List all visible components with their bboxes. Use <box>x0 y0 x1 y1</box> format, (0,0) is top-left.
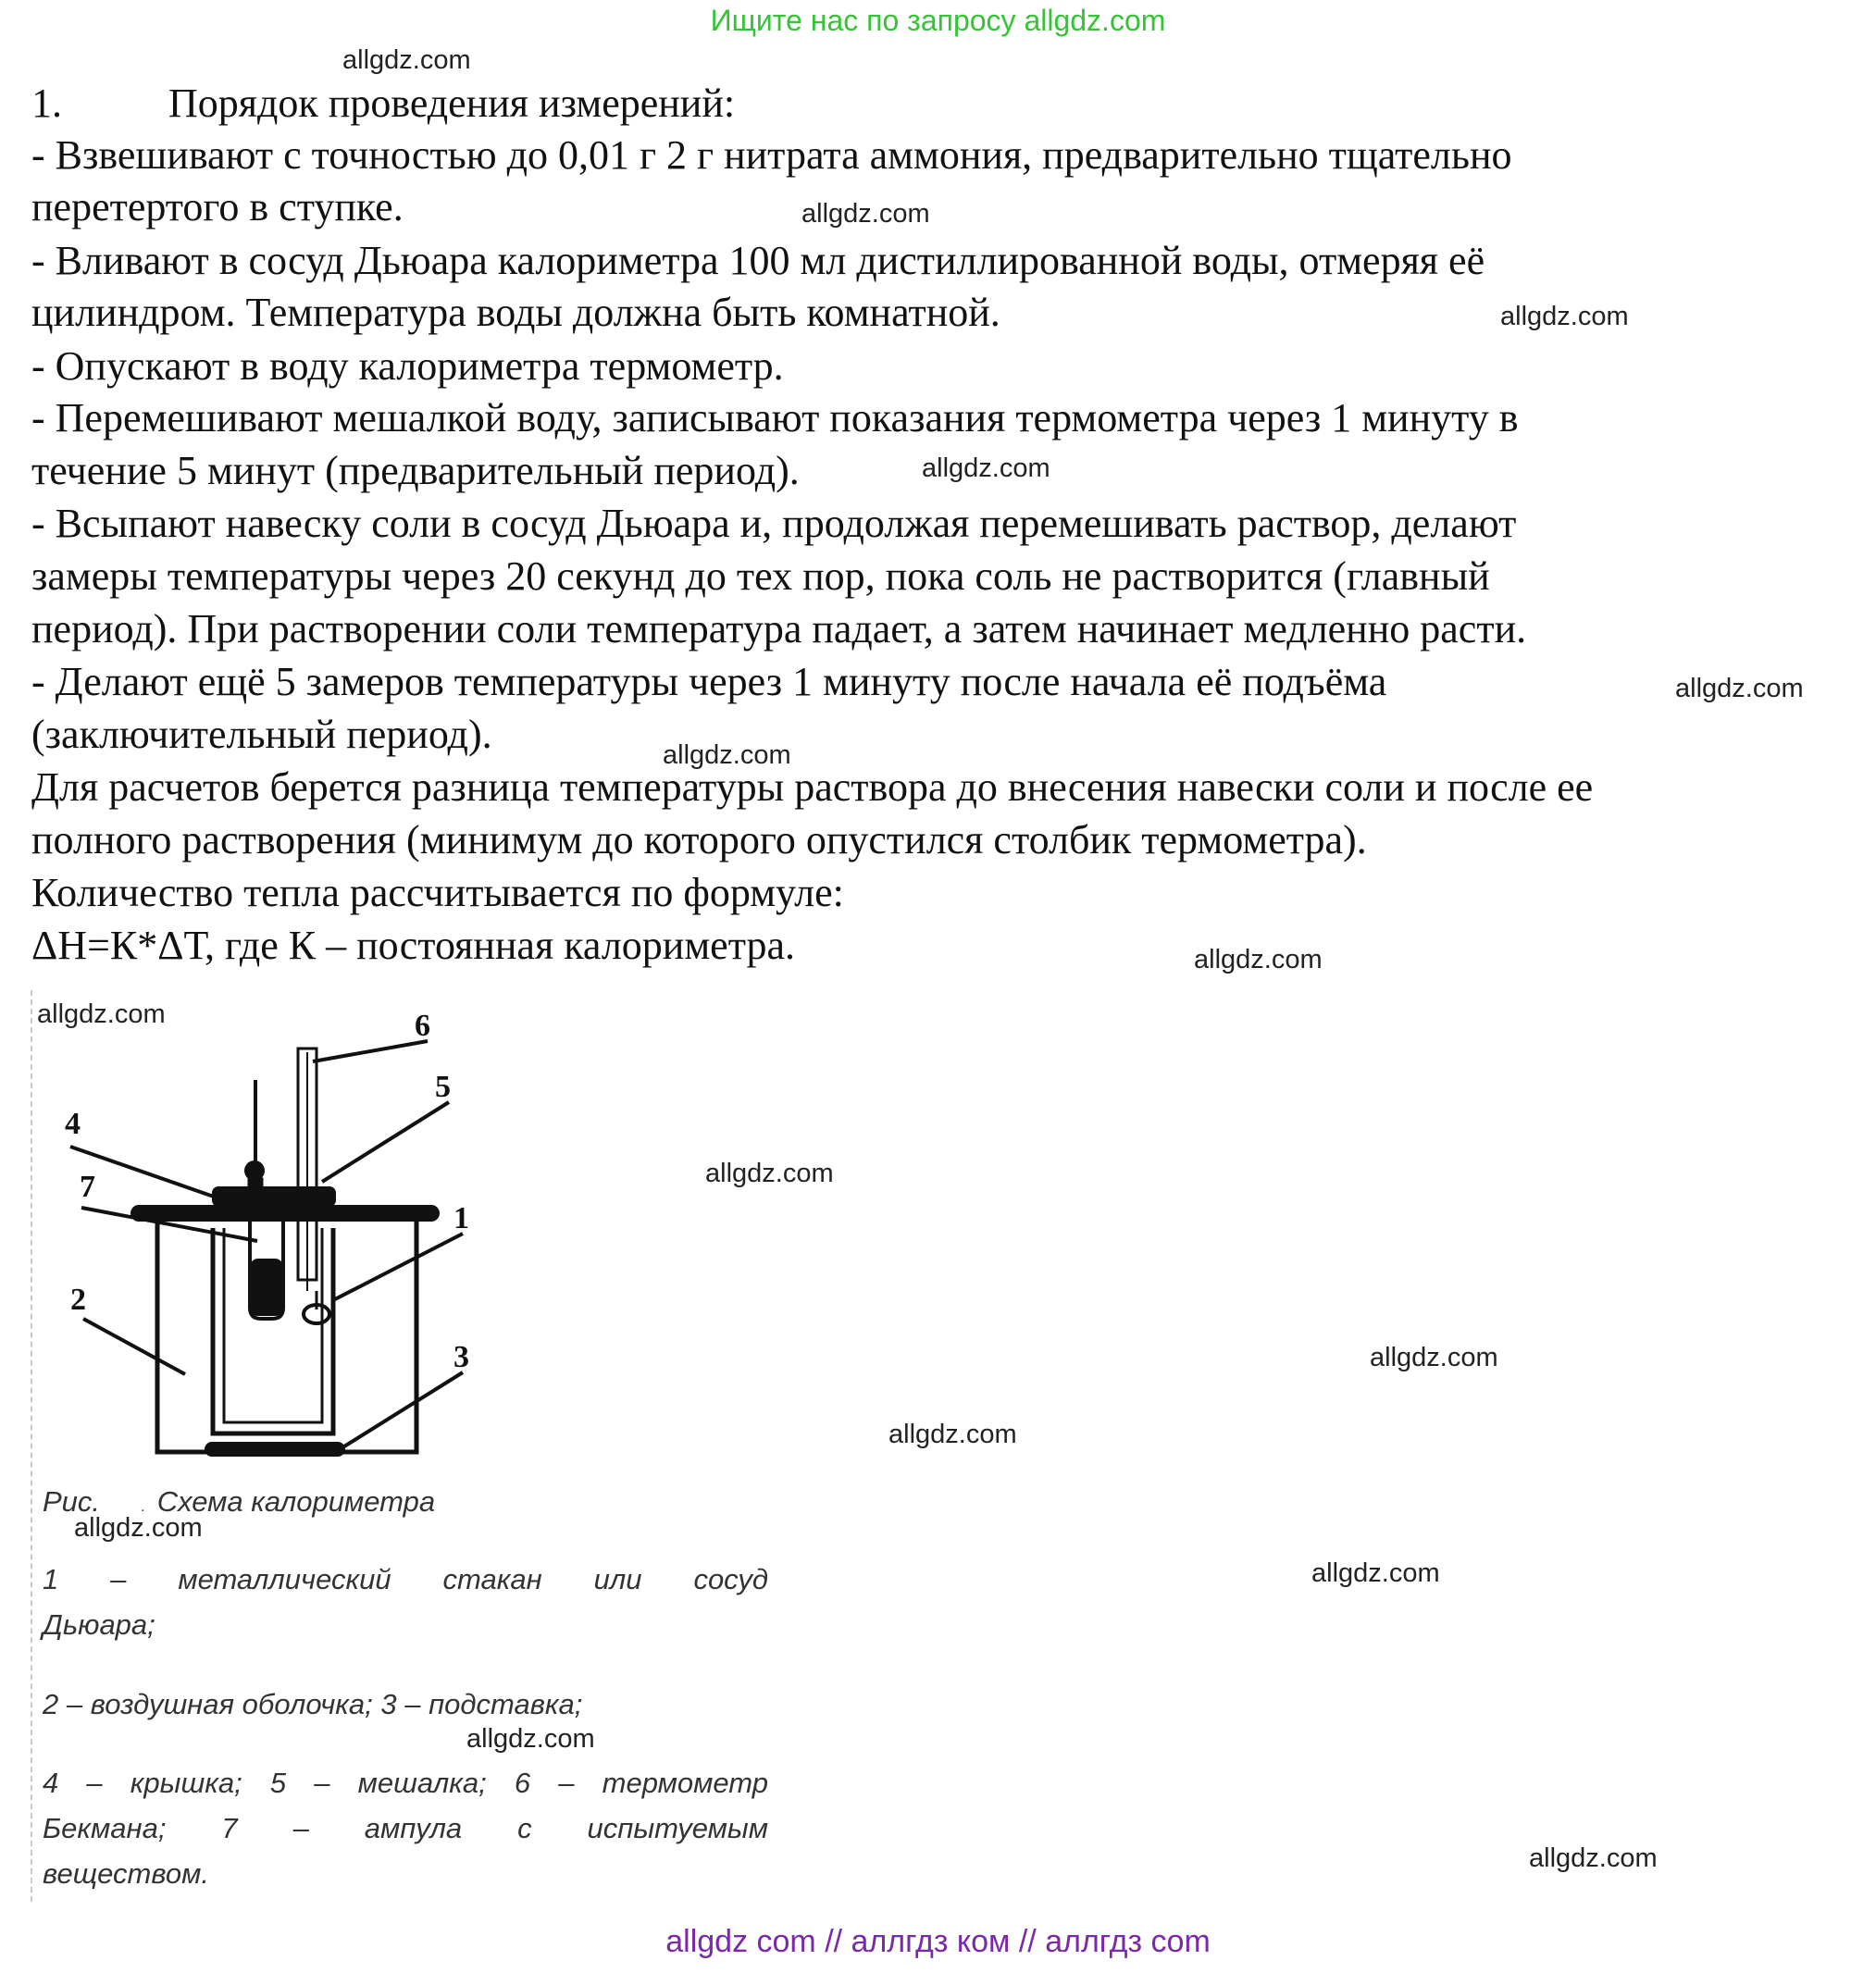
legend-word: крышка; <box>130 1767 242 1799</box>
top-banner[interactable]: Ищите нас по запросу allgdz.com <box>710 4 1166 37</box>
body-line: - Опускают в воду калориметра термометр. <box>31 343 784 389</box>
body-line: Для расчетов берется разница температуры раствора до внесения навески соли и после ее <box>31 764 1594 810</box>
legend-word: – <box>86 1767 103 1799</box>
watermark: allgdz.com <box>1370 1343 1498 1372</box>
body-line: полного растворения (минимум до которого опустился столбик термометра). <box>31 817 1367 862</box>
watermark: allgdz.com <box>801 199 930 229</box>
body-line: ΔН=К*ΔТ, где К – постоянная калориметра. <box>31 923 795 968</box>
legend-word: мешалка; <box>357 1767 487 1799</box>
legend-line-1-end: Дьюара; <box>43 1608 155 1641</box>
stand <box>205 1443 344 1456</box>
caption-name: Схема калориметра <box>156 1485 436 1518</box>
caption-title: Рис. <box>43 1485 101 1518</box>
legend-word: – <box>558 1767 575 1799</box>
body-line: Количество тепла рассчитывается по формуле: <box>31 870 844 915</box>
watermark: allgdz.com <box>1194 945 1323 974</box>
body-line: - Перемешивают мешалкой воду, записывают показания термометра через 1 минуту в <box>31 395 1519 441</box>
legend-word: 6 <box>514 1767 531 1799</box>
heading-title: Порядок проведения измерений: <box>168 81 736 126</box>
legend-word: – <box>110 1563 127 1595</box>
legend-word: – <box>314 1767 330 1799</box>
body-line: замеры температуры через 20 секунд до тех пор, пока соль не растворится (главный <box>31 553 1490 599</box>
body-line: цилиндром. Температура воды должна быть комнатной. <box>31 290 1000 335</box>
watermark: allgdz.com <box>37 999 166 1029</box>
watermark: allgdz.com <box>1675 674 1804 703</box>
body-line: - Делают ещё 5 замеров температуры через 1 минуту после начала её подъёма <box>31 659 1387 704</box>
watermark: allgdz.com <box>1529 1843 1658 1873</box>
legend-line-2: 2 – воздушная оболочка; 3 – подставка; <box>43 1688 583 1720</box>
watermark: allgdz.com <box>922 453 1050 483</box>
legend-word: с <box>517 1812 532 1844</box>
legend-word: или <box>593 1563 642 1595</box>
body-line: - Взвешивают с точностью до 0,01 г 2 г нитрата аммония, предварительно тщательно <box>31 132 1512 178</box>
label-1: 1 <box>453 1201 469 1235</box>
legend-line-4 <box>43 1811 768 1846</box>
legend-word: термометр <box>602 1767 768 1799</box>
body-line: - Вливают в сосуд Дьюара калориметра 100 мл дистиллированной воды, отмеряя её <box>31 238 1485 283</box>
body-line: течение 5 минут (предварительный период). <box>31 448 800 493</box>
caption-dot: . <box>141 1499 146 1515</box>
watermark: allgdz.com <box>888 1420 1017 1449</box>
figure-caption <box>43 1484 435 1525</box>
legend-line-5: веществом. <box>43 1857 209 1890</box>
legend-word: стакан <box>442 1563 542 1595</box>
legend-line-3 <box>43 1766 768 1801</box>
legend-word: 4 <box>43 1767 59 1799</box>
body-line: (заключительный период). <box>31 712 492 757</box>
label-5: 5 <box>435 1070 451 1104</box>
body-line: перетертого в ступке. <box>31 184 404 230</box>
body-line: - Всыпают навеску соли в сосуд Дьюара и, продолжая перемешивать раствор, делают <box>31 501 1517 546</box>
legend-word: металлический <box>178 1563 391 1595</box>
label-7: 7 <box>80 1170 95 1204</box>
label-6: 6 <box>415 1009 430 1043</box>
label-4: 4 <box>65 1107 81 1141</box>
watermark: allgdz.com <box>663 740 791 770</box>
watermark: allgdz.com <box>705 1159 834 1188</box>
legend-word: Бекмана; <box>43 1812 167 1844</box>
legend-word: испытуемым <box>587 1812 768 1844</box>
legend-word: сосуд <box>693 1563 768 1595</box>
legend-word: – <box>292 1812 309 1844</box>
body-line: период). При растворении соли температура падает, а затем начинает медленно расти. <box>31 606 1527 651</box>
watermark: allgdz.com <box>342 45 471 75</box>
legend-word: ампула <box>364 1812 463 1844</box>
heading-number: 1. <box>31 81 62 126</box>
legend-word: 1 <box>43 1563 59 1595</box>
legend-word: 7 <box>221 1812 238 1844</box>
label-3: 3 <box>453 1340 469 1374</box>
label-2: 2 <box>70 1283 86 1317</box>
bottom-banner[interactable]: allgdz com // аллгдз ком // аллгдз com <box>665 1924 1211 1959</box>
watermark: allgdz.com <box>466 1724 595 1754</box>
legend-word: 5 <box>269 1767 287 1799</box>
calorimeter-diagram <box>28 986 509 1467</box>
air-jacket <box>157 1215 416 1452</box>
watermark: allgdz.com <box>1500 302 1629 331</box>
watermark: allgdz.com <box>74 1513 203 1543</box>
watermark: allgdz.com <box>1311 1558 1440 1588</box>
legend-line-1 <box>43 1562 768 1597</box>
